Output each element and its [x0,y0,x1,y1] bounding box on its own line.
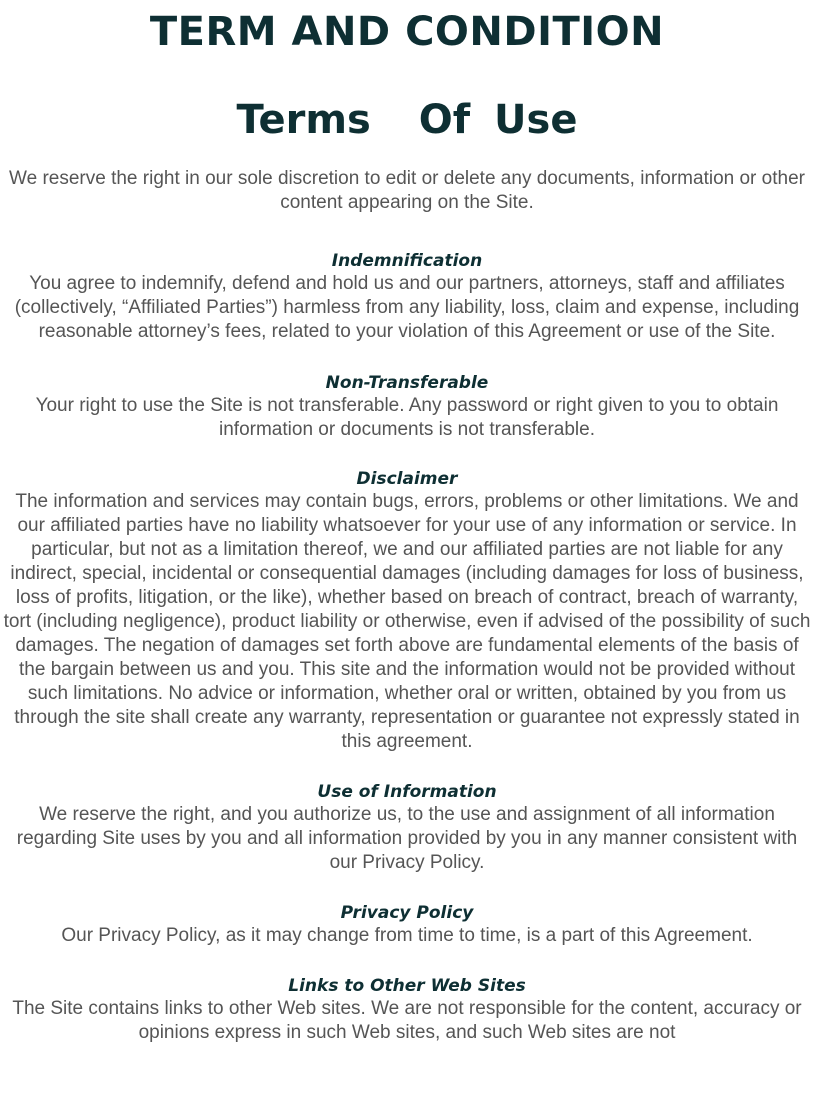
section-body: We reserve the right, and you authorize us, to the use and assignment of all information regarding Site uses by you and all information provided by you in any manner consistent with our Privacy Policy. [16,804,798,873]
section-links-to-other-web-sites [0,975,814,1045]
section-heading: Use of Information [317,782,497,802]
section-heading: Disclaimer [356,469,458,489]
page-title: TERM AND CONDITION [149,9,665,55]
section-privacy-policy [0,902,814,948]
section-heading: Privacy Policy [340,903,474,923]
section-body: You agree to indemnify, defend and hold us and our partners, attorneys, staff and affiliates (collectively, “Affiliated Parties”) harmless from any liability, loss, claim and expense, including reasonable attorney’s fees, related to your violation of this Agreement or use of the Site. [14,273,800,342]
section-heading: Links to Other Web Sites [288,976,526,996]
section-use-of-information [0,781,814,875]
section-disclaimer [0,468,814,754]
section-non-transferable [0,372,814,442]
section-body: Your right to use the Site is not transferable. Any password or right given to you to obtain information or documents is not transferable. [35,395,779,440]
section-indemnification [0,250,814,344]
section-heading: Indemnification [331,251,483,271]
section-body: Our Privacy Policy, as it may change from time to time, is a part of this Agreement. [61,925,753,946]
section-heading: Non-Transferable [325,373,489,393]
intro-paragraph: We reserve the right in our sole discretion to edit or delete any documents, information or other content appearing on the Site. [9,168,805,213]
page-subtitle: Terms Of Use [236,97,578,143]
section-body: The information and services may contain bugs, errors, problems or other limitations. We and our affiliated parties have no liability whatsoever for your use of any information or service. In particular, but not as a limitation thereof, we and our affiliated parties are not liable for any indirect, special, incidental or consequential damages (including damages for loss of business, loss of profits, litigation, or the like), whether based on breach of contract, breach of warranty, tort (including negligence), product liability or otherwise, even if advised of the possibility of such damages. The negation of damages set forth above are fundamental elements of the basis of the bargain between us and you. This site and the information would not be provided without such limitations. No advice or information, whether oral or written, obtained by you from us through the site shall create any warranty, representation or guarantee not expressly stated in this agreement. [3,491,811,752]
section-body: The Site contains links to other Web sites. We are not responsible for the content, accuracy or opinions express in such Web sites, and such Web sites are not [12,998,802,1043]
